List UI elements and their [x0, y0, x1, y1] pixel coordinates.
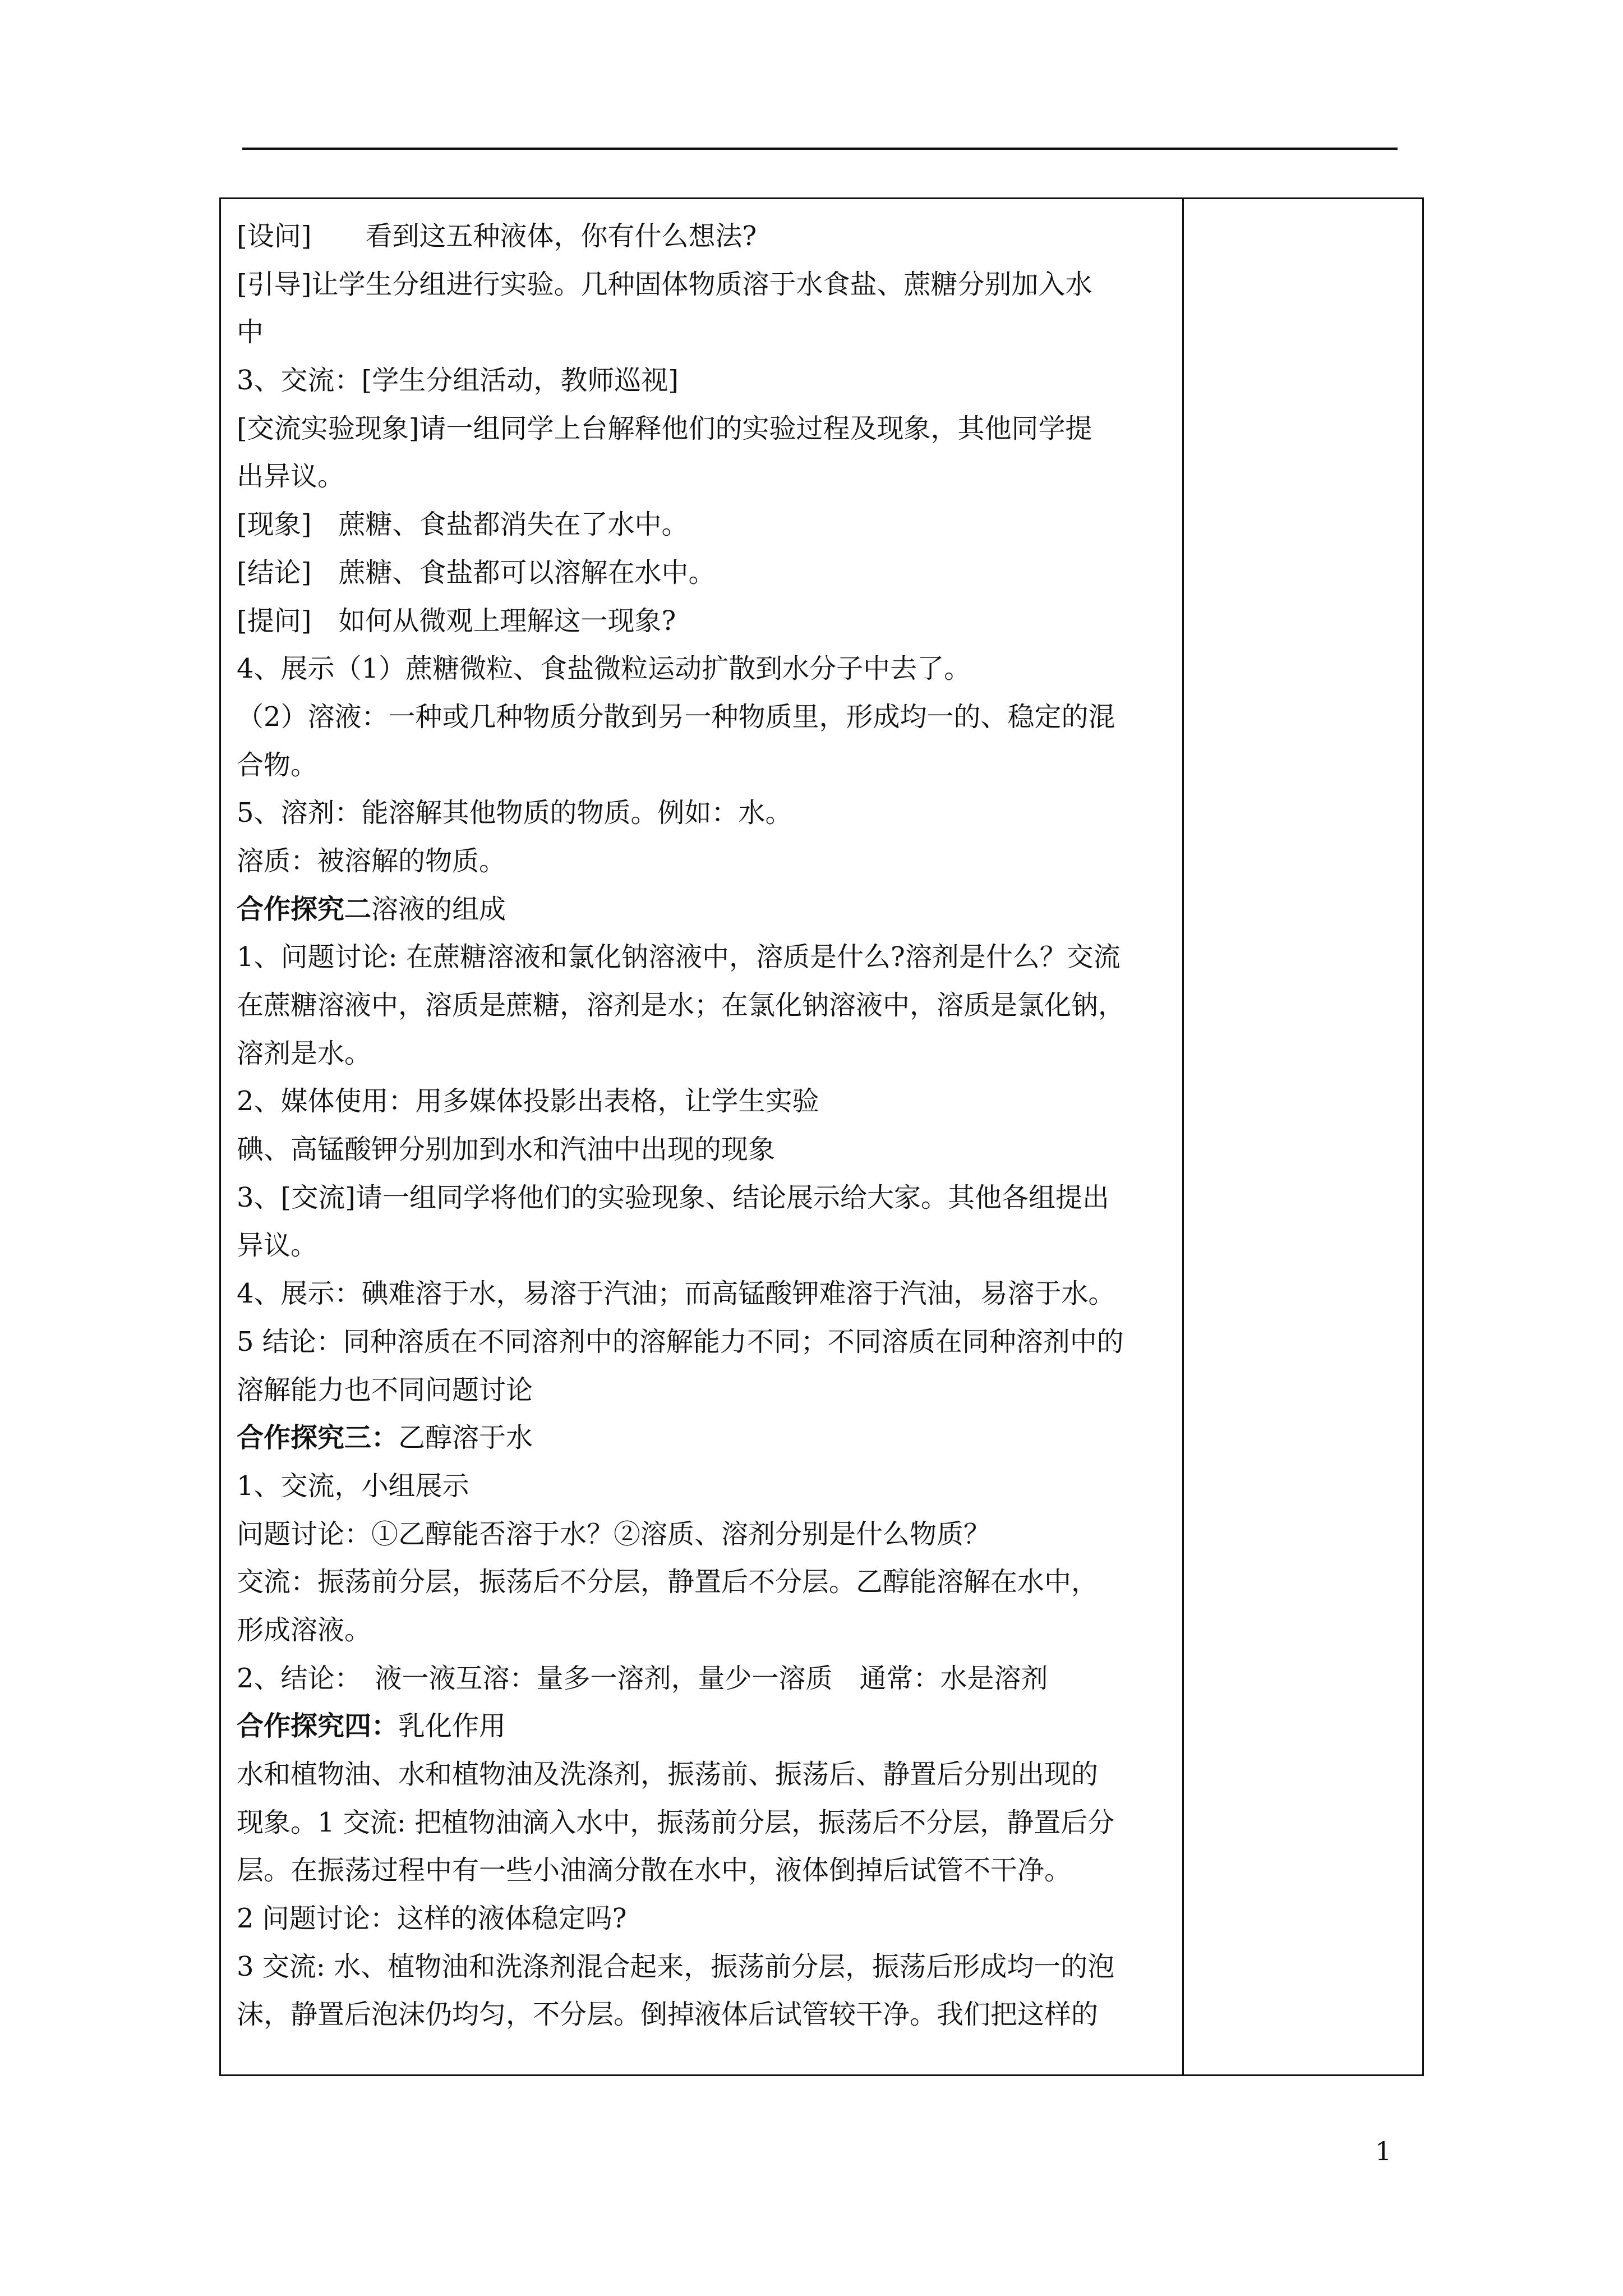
line-text: 问题讨论：①乙醇能否溶于水？②溶质、溶剂分别是什么物质？ [237, 1518, 991, 1550]
line-text: [设问] 看到这五种液体，你有什么想法? [237, 220, 757, 252]
line-text: [引导]让学生分组进行实验。几种固体物质溶于水食盐、蔗糖分别加入水 [237, 268, 1092, 300]
line-text: 1、交流，小组展示 [237, 1470, 469, 1502]
line-text: 溶解能力也不同问题讨论 [237, 1374, 533, 1406]
line-text: 3、交流：[学生分组活动，教师巡视] [237, 365, 679, 397]
lesson-line [237, 1607, 1171, 1655]
line-text: 形成溶液。 [237, 1614, 372, 1646]
line-text: 出异议。 [237, 461, 345, 493]
lesson-line [237, 1895, 1171, 1943]
header-rule [242, 148, 1398, 150]
lesson-line [237, 453, 1171, 501]
lesson-line [237, 1270, 1171, 1318]
line-text: 异议。 [237, 1230, 318, 1262]
lesson-line [237, 1655, 1171, 1703]
section-heading: 合作探究二 [237, 893, 372, 925]
line-text: 乳化作用 [398, 1710, 506, 1742]
line-text: 现象。1 交流: 把植物油滴入水中，振荡前分层，振荡后不分层，静置后分 [237, 1806, 1115, 1838]
line-text: 2、结论： 液一液互溶：量多一溶剂，量少一溶质 通常：水是溶剂 [237, 1662, 1048, 1694]
lesson-line [237, 933, 1171, 982]
lesson-line [237, 838, 1171, 886]
lesson-line [237, 1847, 1171, 1895]
line-text: [提问] 如何从微观上理解这一现象? [237, 605, 676, 637]
section-heading: 合作探究四： [237, 1710, 399, 1742]
line-text: 3、[交流]请一组同学将他们的实验现象、结论展示给大家。其他各组提出 [237, 1181, 1109, 1213]
lesson-line [237, 1558, 1171, 1607]
line-text: 沫，静置后泡沫仍均匀，不分层。倒掉液体后试管较干净。我们把这样的 [237, 1999, 1099, 2031]
lesson-line [237, 1462, 1171, 1511]
lesson-line [237, 645, 1171, 693]
lesson-line [237, 982, 1171, 1030]
lesson-line [237, 405, 1171, 453]
line-text: 中 [237, 316, 264, 348]
line-text: 水和植物油、水和植物油及洗涤剂，振荡前、振荡后、静置后分别出现的 [237, 1759, 1099, 1790]
lesson-line [237, 597, 1171, 646]
lesson-line [237, 501, 1171, 549]
lesson-line [237, 1703, 1171, 1751]
line-text: [现象] 蔗糖、食盐都消失在了水中。 [237, 509, 689, 541]
section-heading: 合作探究三： [237, 1422, 399, 1454]
lesson-line [237, 1366, 1171, 1415]
lesson-line [237, 1943, 1171, 1991]
lesson-line [237, 1318, 1171, 1366]
lesson-line [237, 1799, 1171, 1847]
line-text: 5 结论：同种溶质在不同溶剂中的溶解能力不同；不同溶质在同种溶剂中的 [237, 1326, 1124, 1358]
line-text: 1、问题讨论: 在蔗糖溶液和氯化钠溶液中，溶质是什么?溶剂是什么？交流 [237, 941, 1121, 973]
line-text: 溶液的组成 [371, 893, 506, 925]
lesson-line [237, 1126, 1171, 1174]
lesson-line [237, 1414, 1171, 1462]
lesson-line [237, 1078, 1171, 1126]
lesson-line [237, 886, 1171, 934]
notes-cell [1184, 199, 1424, 2074]
lesson-content-cell [237, 213, 1171, 2039]
line-text: 4、展示：碘难溶于水，易溶于汽油；而高锰酸钾难溶于汽油，易溶于水。 [237, 1278, 1115, 1310]
lesson-line [237, 1222, 1171, 1270]
line-text: （2）溶液：一种或几种物质分散到另一种物质里，形成均一的、稳定的混 [237, 701, 1115, 733]
line-text: 在蔗糖溶液中，溶质是蔗糖，溶剂是水；在氯化钠溶液中，溶质是氯化钠， [237, 990, 1126, 1021]
lesson-line [237, 789, 1171, 838]
lesson-table [219, 197, 1424, 2076]
line-text: 2 问题讨论：这样的液体稳定吗? [237, 1903, 627, 1935]
line-text: 4、展示（1）蔗糖微粒、食盐微粒运动扩散到水分子中去了。 [237, 653, 971, 685]
line-text: [交流实验现象]请一组同学上台解释他们的实验过程及现象，其他同学提 [237, 412, 1092, 444]
line-text: 层。在振荡过程中有一些小油滴分散在水中，液体倒掉后试管不干净。 [237, 1855, 1072, 1887]
line-text: 碘、高锰酸钾分别加到水和汽油中出现的现象 [237, 1134, 776, 1166]
lesson-line [237, 693, 1171, 742]
lesson-line [237, 309, 1171, 357]
line-text: [结论] 蔗糖、食盐都可以溶解在水中。 [237, 556, 716, 588]
lesson-line [237, 742, 1171, 790]
line-text: 溶质：被溶解的物质。 [237, 845, 506, 877]
lesson-line [237, 549, 1171, 597]
line-text: 5、溶剂：能溶解其他物质的物质。例如：水。 [237, 797, 792, 829]
lesson-line [237, 1751, 1171, 1799]
line-text: 交流：振荡前分层，振荡后不分层，静置后不分层。乙醇能溶解在水中， [237, 1566, 1099, 1598]
lesson-line [237, 357, 1171, 405]
line-text: 合物。 [237, 749, 318, 781]
lesson-line [237, 1030, 1171, 1078]
lesson-line [237, 1511, 1171, 1559]
line-text: 溶剂是水。 [237, 1037, 372, 1069]
lesson-line [237, 213, 1171, 261]
line-text: 2、媒体使用：用多媒体投影出表格，让学生实验 [237, 1085, 819, 1117]
line-text: 乙醇溶于水 [398, 1422, 533, 1454]
line-text: 3 交流: 水、植物油和洗涤剂混合起来，振荡前分层，振荡后形成均一的泡 [237, 1950, 1115, 1982]
lesson-line [237, 261, 1171, 309]
page-number: 1 [1375, 2136, 1392, 2166]
lesson-line [237, 1991, 1171, 2039]
lesson-line [237, 1174, 1171, 1222]
